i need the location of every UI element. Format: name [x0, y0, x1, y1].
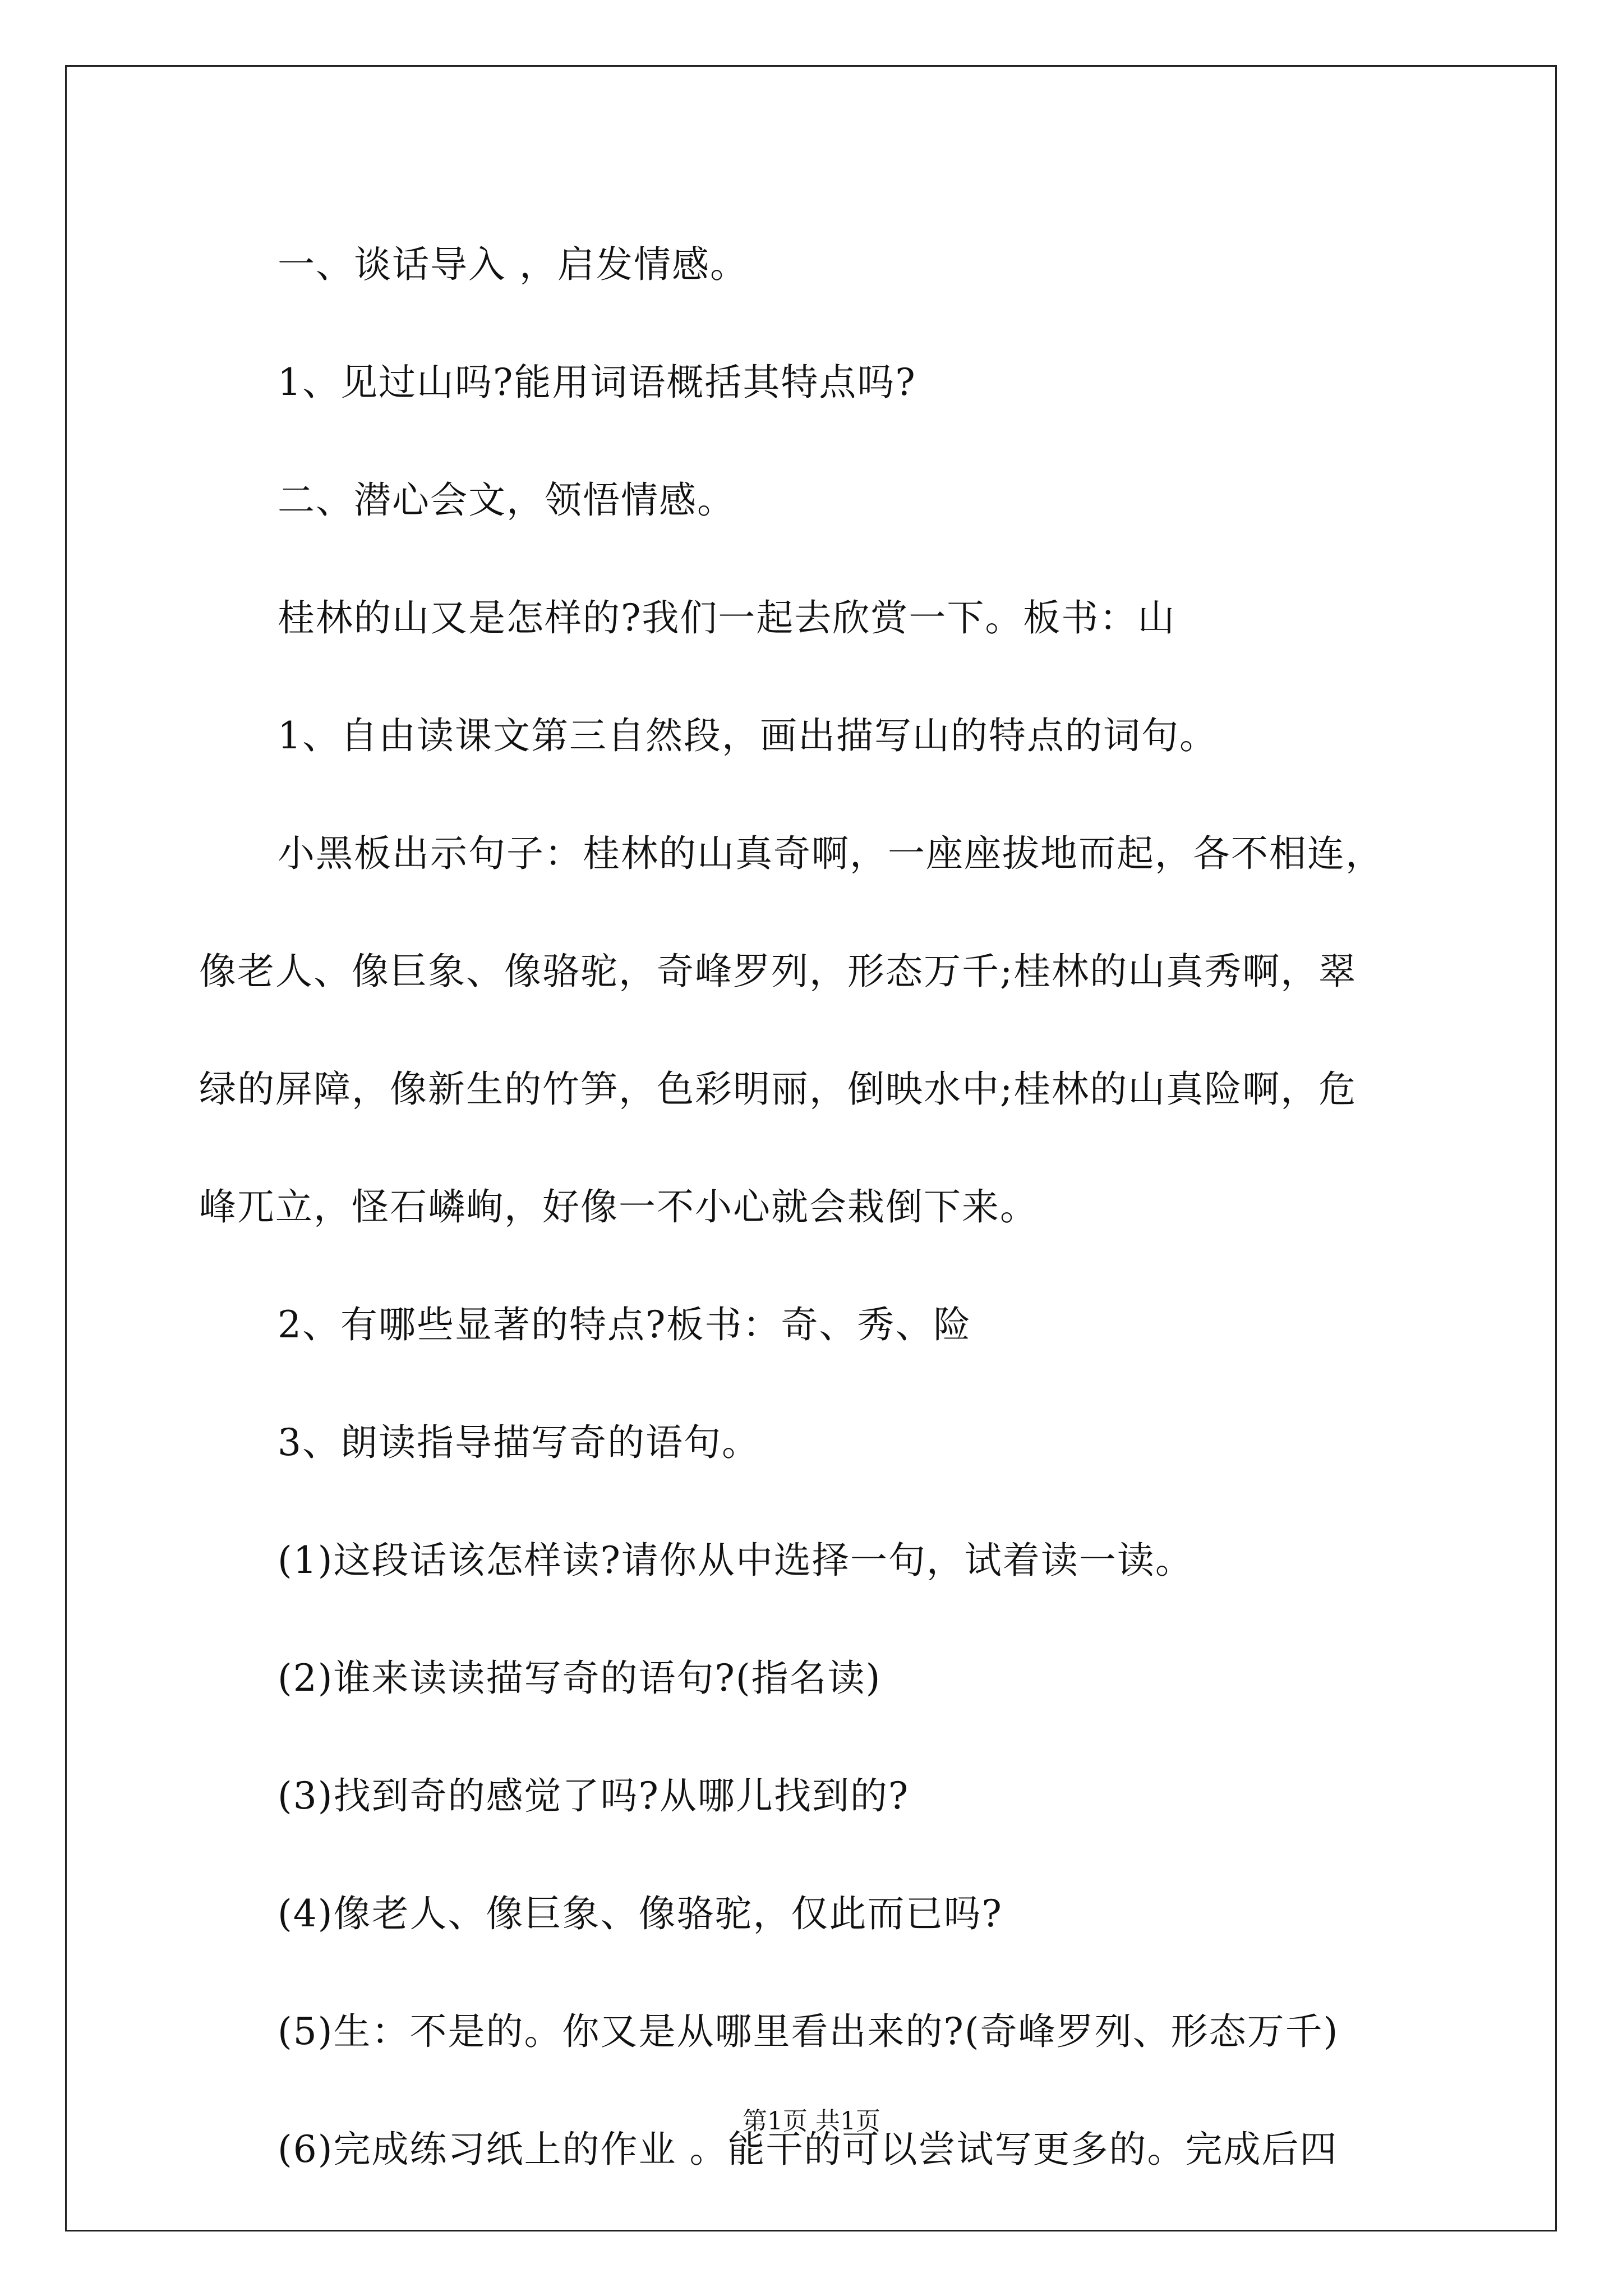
paragraph-subtask-4: (4)像老人、像巨象、像骆驼，仅此而已吗? [278, 1892, 1003, 1935]
quote-line: 小黑板出示句子：桂林的山真奇啊，一座座拔地而起，各不相连， [278, 832, 1384, 875]
paragraph-guilin-intro: 桂林的山又是怎样的?我们一起去欣赏一下。板书：山 [278, 596, 1176, 639]
document-body [199, 224, 1436, 2190]
paragraph-section-two-heading: 二、潜心会文，领悟情感。 [278, 478, 735, 522]
quoted-passage [199, 813, 1436, 1248]
quote-line: 峰兀立，怪石嶙峋，好像一不小心就会栽倒下来。 [199, 1185, 1038, 1228]
paragraph-question-1: 1、见过山吗?能用词语概括其特点吗? [278, 361, 916, 404]
paragraph-subtask-1: (1)这段话该怎样读?请你从中选择一句，试着读一读。 [278, 1539, 1193, 1582]
paragraph-subtask-6: (6)完成练习纸上的作业 。能干的可以尝试写更多的。完成后四 [278, 2128, 1338, 2171]
quote-line: 像老人、像巨象、像骆驼，奇峰罗列，形态万千;桂林的山真秀啊，翠 [199, 950, 1357, 993]
paragraph-subtask-3: (3)找到奇的感觉了吗?从哪儿找到的? [278, 1774, 910, 1818]
paragraph-subtask-5: (5)生：不是的。你又是从哪里看出来的?(奇峰罗列、形态万千) [278, 2010, 1339, 2053]
page-footer: 第1页 共1页 [743, 2107, 880, 2136]
paragraph-task-2: 2、有哪些显著的特点?板书：奇、秀、险 [278, 1303, 972, 1346]
paragraph-subtask-2: (2)谁来读读描写奇的语句?(指名读) [278, 1657, 882, 1700]
paragraph-task-1: 1、自由读课文第三自然段，画出描写山的特点的词句。 [278, 714, 1218, 757]
paragraph-task-3: 3、朗读指导描写奇的语句。 [278, 1421, 760, 1464]
quote-line: 绿的屏障，像新生的竹笋，色彩明丽，倒映水中;桂林的山真险啊，危 [199, 1068, 1357, 1111]
paragraph-section-one-heading: 一、谈话导入 ，启发情感。 [278, 243, 748, 286]
